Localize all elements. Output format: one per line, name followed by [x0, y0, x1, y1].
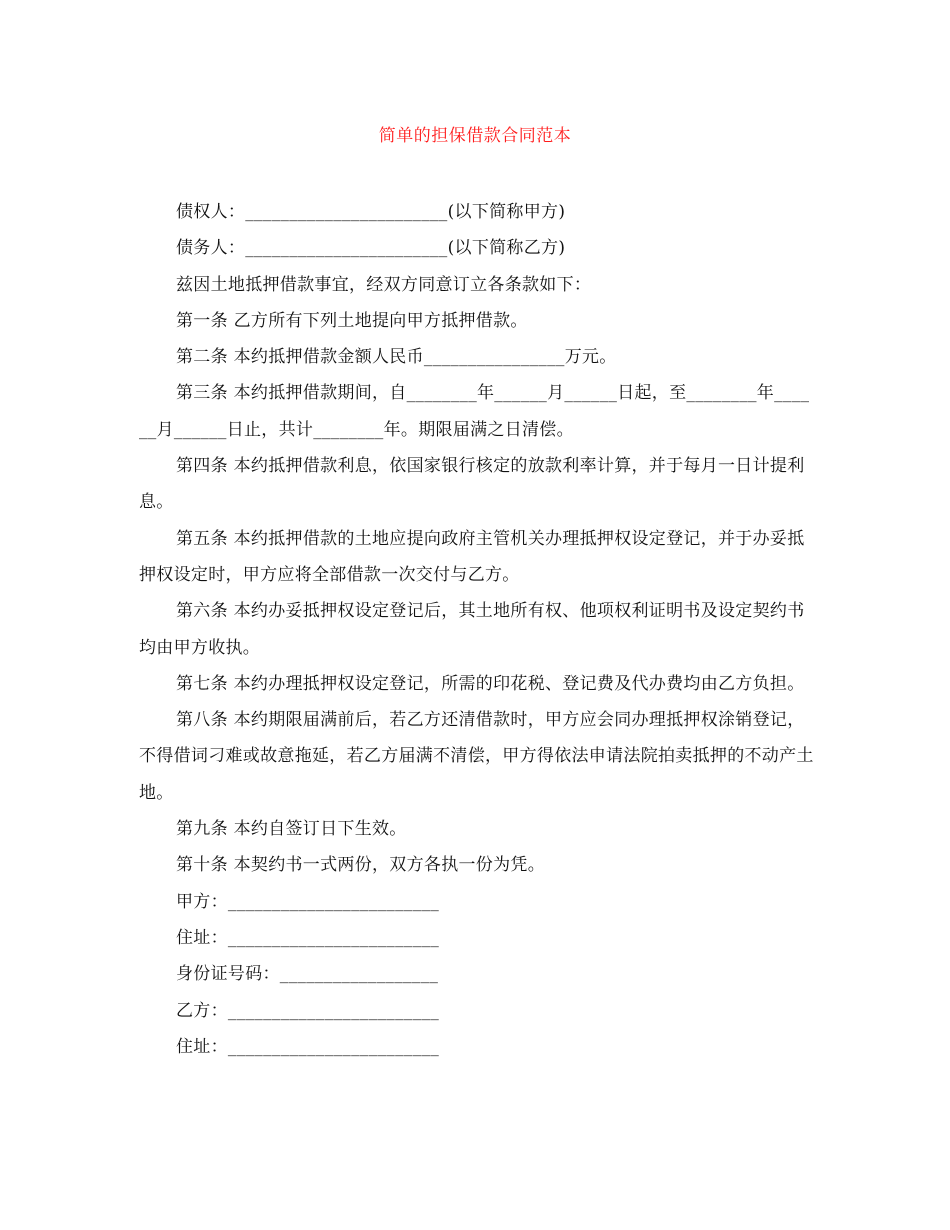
article-1: 第一条 乙方所有下列土地提向甲方抵押借款。 — [176, 310, 528, 331]
article-8: 第八条 本约期限届满前后，若乙方还清借款时，甲方应会同办理抵押权涂销登记，不得借词刁难或故意拖延，若乙方届满不清偿，甲方得依法申请法院拍卖抵押的不动产土地。 — [139, 710, 814, 803]
party-b-signature-line: 乙方：________________________ — [176, 1000, 440, 1021]
id-number-line: 身份证号码：__________________ — [176, 964, 439, 985]
party-a-address-line: 住址：________________________ — [176, 927, 440, 948]
debtor-line: 债务人：_______________________(以下简称乙方) — [176, 238, 566, 259]
article-4: 第四条 本约抵押借款利息，依国家银行核定的放款利率计算，并于每月一日计提利息。 — [139, 456, 805, 513]
article-2: 第二条 本约抵押借款金额人民币________________万元。 — [176, 347, 617, 368]
article-7: 第七条 本约办理抵押权设定登记，所需的印花税、登记费及代办费均由乙方负担。 — [176, 673, 805, 694]
article-9: 第九条 本约自签订日下生效。 — [176, 819, 407, 840]
document-body — [139, 194, 815, 1065]
creditor-line: 债权人：_______________________(以下简称甲方) — [176, 202, 566, 222]
article-6: 第六条 本约办妥抵押权设定登记后，其土地所有权、他项权利证明书及设定契约书均由甲方收执。 — [139, 601, 805, 658]
article-5: 第五条 本约抵押借款的土地应提向政府主管机关办理抵押权设定登记，并于办妥抵押权设定时，甲方应将全部借款一次交付与乙方。 — [139, 528, 805, 585]
article-3: 第三条 本约抵押借款期间，自________年______月______日起，至________年______月______日止，共计________年。期限届满之日清偿。 — [139, 383, 810, 440]
party-b-address-line: 住址：________________________ — [176, 1036, 440, 1057]
preamble-paragraph: 兹因土地抵押借款事宜，经双方同意订立各条款如下： — [176, 274, 592, 295]
party-a-signature-line: 甲方：________________________ — [176, 891, 440, 912]
document-title: 简单的担保借款合同范本 — [378, 126, 572, 146]
article-10: 第十条 本契约书一式两份，双方各执一份为凭。 — [176, 855, 546, 876]
